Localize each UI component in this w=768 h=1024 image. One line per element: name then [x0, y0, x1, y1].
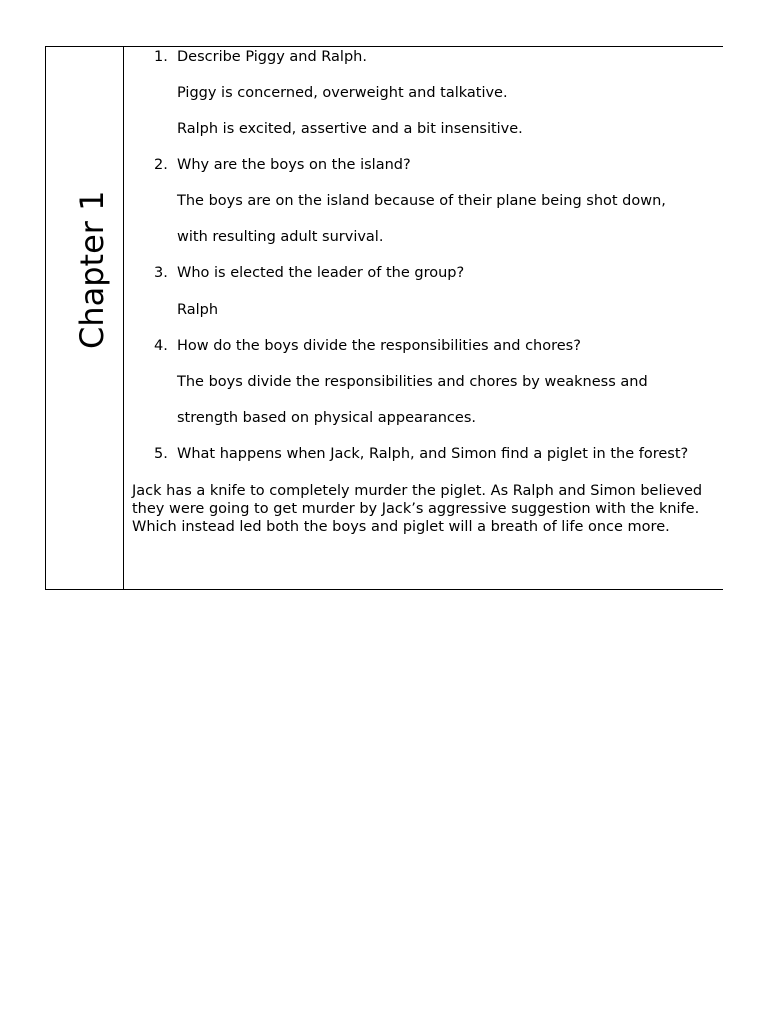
question-text: What happens when Jack, Ralph, and Simon find a piglet in the forest? [177, 446, 689, 462]
question-number: 3. [154, 265, 168, 281]
chapter-label-cell [46, 47, 124, 589]
answer-line: Ralph is excited, assertive and a bit insensitive. [177, 121, 523, 137]
question-text: How do the boys divide the responsibilities and chores? [177, 338, 581, 354]
answer-line: The boys are on the island because of their plane being shot down, [177, 193, 666, 209]
answer-line: Piggy is concerned, overweight and talkative. [177, 85, 508, 101]
question-number: 2. [154, 157, 168, 173]
answer-line: strength based on physical appearances. [177, 410, 476, 426]
question-number: 4. [154, 338, 168, 354]
question-text: Why are the boys on the island? [177, 157, 411, 173]
question-number: 5. [154, 446, 168, 462]
question-text: Describe Piggy and Ralph. [177, 49, 367, 65]
answer-line: Ralph [177, 302, 219, 318]
question-text: Who is elected the leader of the group? [177, 265, 465, 281]
final-answer-paragraph: Jack has a knife to completely murder the piglet. As Ralph and Simon believed they were going to get murder by Jack’s aggressive suggestion with the knife. Which instead led both the boys and piglet will a breath of life once more. [132, 483, 703, 536]
questions-cell [125, 47, 723, 589]
chapter-table [45, 46, 723, 590]
chapter-label: Chapter 1 [73, 190, 111, 349]
answer-line: with resulting adult survival. [177, 229, 384, 245]
answer-line: The boys divide the responsibilities and chores by weakness and [177, 374, 648, 390]
question-number: 1. [154, 49, 168, 65]
